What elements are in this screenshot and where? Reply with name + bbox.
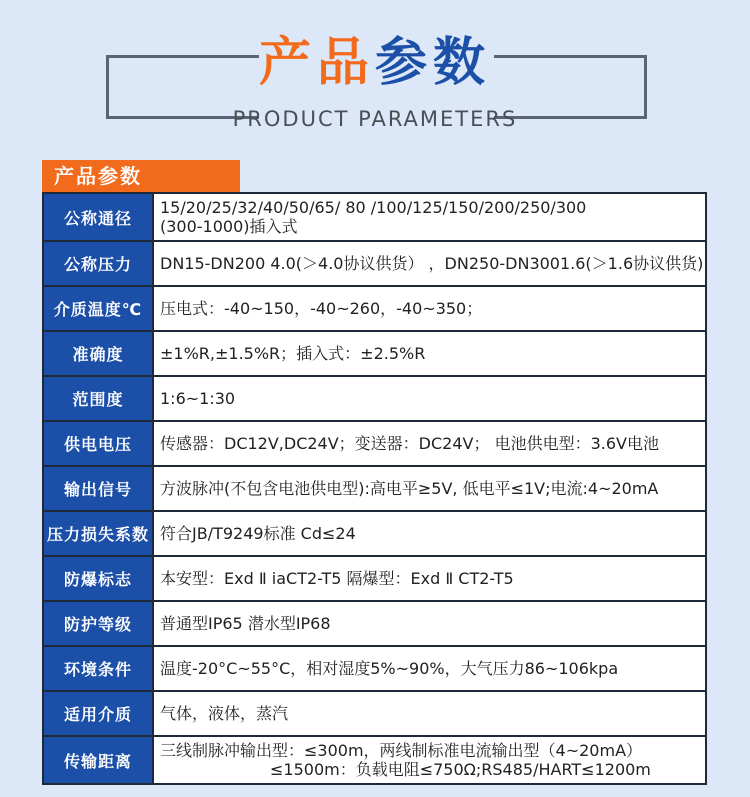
table-row — [44, 510, 705, 555]
title-part-orange: 产品 — [258, 33, 375, 93]
row-value-line2: (300-1000)插入式 — [160, 217, 298, 236]
table-row — [44, 375, 705, 420]
row-value — [154, 242, 705, 285]
row-value-line1: 本安型：Exd Ⅱ iaCT2-T5 隔爆型：Exd Ⅱ CT2-T5 — [160, 569, 514, 588]
table-row — [44, 645, 705, 690]
row-value — [154, 737, 705, 783]
row-value-line1: 压电式：-40~150，-40~260，-40~350； — [160, 299, 483, 318]
row-label: 输出信号 — [44, 467, 154, 510]
parameters-table-section — [42, 160, 707, 787]
row-value — [154, 377, 705, 420]
table-row — [44, 600, 705, 645]
table-row — [44, 420, 705, 465]
row-label: 传输距离 — [44, 737, 154, 783]
row-value-line1: 方波脉冲(不包含电池供电型):高电平≥5V, 低电平≤1V;电流:4~20mA — [160, 479, 659, 498]
row-label: 压力损失系数 — [44, 512, 154, 555]
table-row — [44, 690, 705, 735]
row-value — [154, 692, 705, 735]
table-row — [44, 735, 705, 783]
row-value — [154, 422, 705, 465]
row-label: 准确度 — [44, 332, 154, 375]
row-value-line1: 符合JB/T9249标准 Cd≤24 — [160, 524, 356, 543]
table-row — [44, 194, 705, 240]
table-row — [44, 240, 705, 285]
row-value-line2: ≤1500m：负载电阻≤750Ω;RS485/HART≤1200m — [270, 760, 651, 779]
row-value-line1: 气体，液体，蒸汽 — [160, 704, 289, 723]
row-value — [154, 287, 705, 330]
table-row — [44, 285, 705, 330]
table-row — [44, 555, 705, 600]
table-row — [44, 330, 705, 375]
row-value-line1: 1:6~1:30 — [160, 389, 236, 408]
page-subtitle: PRODUCT PARAMETERS — [232, 107, 518, 131]
row-value — [154, 467, 705, 510]
row-label: 供电电压 — [44, 422, 154, 465]
row-label: 适用介质 — [44, 692, 154, 735]
page-header — [0, 0, 750, 160]
page-title — [0, 28, 750, 98]
row-value — [154, 332, 705, 375]
row-value-line1: 温度-20°C~55°C，相对湿度5%~90%，大气压力86~106kpa — [160, 659, 619, 678]
row-value — [154, 194, 705, 240]
row-value-line1: 三线制脉冲输出型：≤300m，两线制标准电流输出型（4~20mA） — [160, 741, 643, 760]
row-value-line1: DN15-DN200 4.0(＞4.0协议供货） ，DN250-DN3001.6(＞1.6协议供货) — [160, 254, 704, 273]
title-part-blue: 参数 — [375, 33, 492, 93]
row-value — [154, 602, 705, 645]
row-label: 范围度 — [44, 377, 154, 420]
row-value-line1: 传感器：DC12V,DC24V；变送器：DC24V； 电池供电型：3.6V电池 — [160, 434, 659, 453]
row-value-line1: ±1%R,±1.5%R；插入式：±2.5%R — [160, 344, 426, 363]
row-label: 环境条件 — [44, 647, 154, 690]
row-value — [154, 557, 705, 600]
section-label: 产品参数 — [42, 160, 240, 192]
row-value-line1: 15/20/25/32/40/50/65/ 80 /100/125/150/200/250/300 — [160, 198, 587, 217]
table-row — [44, 465, 705, 510]
row-label: 防爆标志 — [44, 557, 154, 600]
row-value — [154, 512, 705, 555]
parameters-table — [42, 192, 707, 785]
row-value — [154, 647, 705, 690]
row-label: 防护等级 — [44, 602, 154, 645]
row-label: 介质温度℃ — [44, 287, 154, 330]
row-value-line1: 普通型IP65 潜水型IP68 — [160, 614, 331, 633]
row-label: 公称通径 — [44, 194, 154, 240]
row-label: 公称压力 — [44, 242, 154, 285]
